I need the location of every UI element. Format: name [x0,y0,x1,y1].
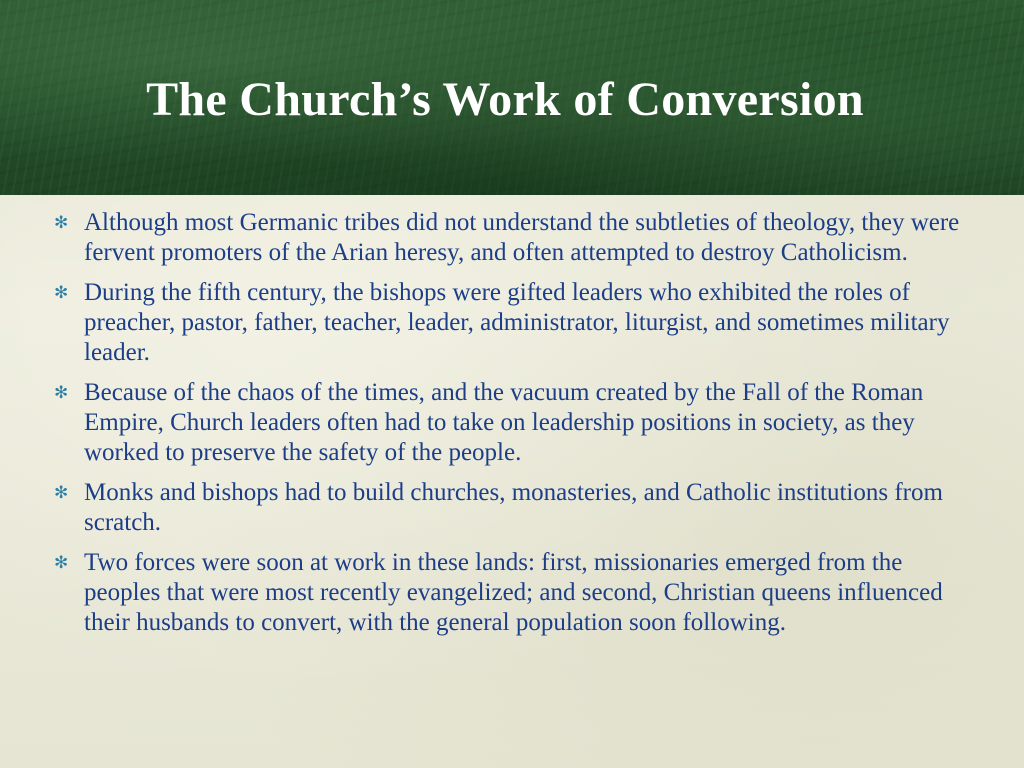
bullet-item [54,548,974,638]
title-banner [0,0,1024,195]
asterisk-bullet-icon: ✻ [54,553,69,572]
bullet-text: Although most Germanic tribes did not understand the subtleties of theology, they were fervent promoters of the Arian heresy, and often attempted to destroy Catholicism. [84,209,960,266]
bullet-list [54,208,974,648]
bullet-text: During the fifth century, the bishops were gifted leaders who exhibited the roles of preacher, pastor, father, teacher, leader, administrator, liturgist, and sometimes military leader. [84,279,950,366]
bullet-item [54,208,974,268]
bullet-item [54,478,974,538]
asterisk-bullet-icon: ✻ [54,483,69,502]
bullet-item [54,278,974,368]
bullet-text: Two forces were soon at work in these lands: first, missionaries emerged from the peoples that were most recently evangelized; and second, Christian queens influenced their husbands to convert, with the general population soon following. [84,549,943,636]
bullet-text: Because of the chaos of the times, and the vacuum created by the Fall of the Roman Empire, Church leaders often had to take on leadership positions in society, as they worked to preserve the safety of the people. [84,379,924,466]
bullet-item [54,378,974,468]
slide-title: The Church’s Work of Conversion [146,73,864,126]
asterisk-bullet-icon: ✻ [54,213,69,232]
asterisk-bullet-icon: ✻ [54,283,69,302]
asterisk-bullet-icon: ✻ [54,383,69,402]
bullet-text: Monks and bishops had to build churches, monasteries, and Catholic institutions from scratch. [84,479,943,536]
